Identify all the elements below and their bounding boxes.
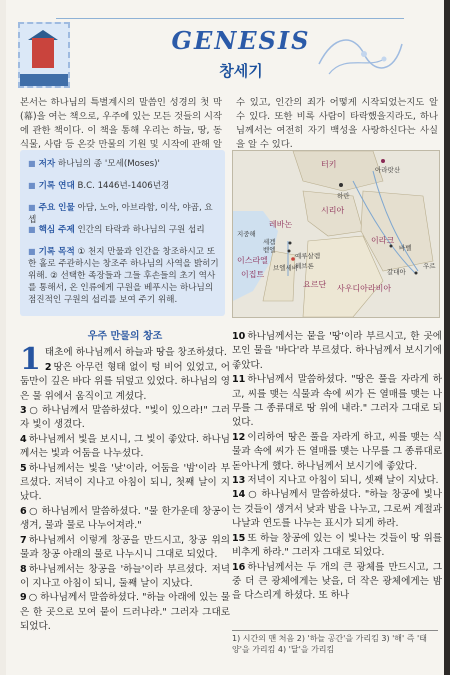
book-spine [444,0,450,675]
map-label-lebanon: 레바논 [269,220,293,229]
section-title: 우주 만물의 창조 [87,331,163,342]
verse: 4 하나님께서 빛을 보시니, 그 빛이 좋았다. 하나님께서는 빛과 어둠을 나누셨다. [20,433,230,460]
chapter-number: 1 [20,342,41,378]
verse: 14 ○ 하나님께서 말씀하셨다. "하늘 창공에 빛나는 것들이 생겨서 낮과 밤을 나누고, 그로써 계절과 나날과 연도를 나누는 표시가 되게 하라. [232,489,442,530]
verse-1: 1 태초에 하나님께서 하늘과 땅을 창조하셨다. [20,342,227,378]
verse: 3 ○ 하나님께서 말씀하셨다. "빛이 있으라!" 그러자 빛이 생겼다. [20,405,230,431]
map-label-ararat: 아라랏산 [375,166,401,174]
map-shapes [233,151,439,317]
verse: 12 이리하여 땅은 풀을 자라게 하고, 씨를 맺는 식물과 속에 씨가 든 열매를 맺는 나무를 그 종류대로 돋아나게 했다. 하나님께서 보시기에 좋았다. [232,431,442,472]
map-label-saudi-arabia: 사우디아라비아 [337,284,392,293]
book-title-korean: 창세기 [219,62,263,80]
verse: 16 하나님께서는 두 개의 큰 광체를 만드시고, 그중 더 큰 광체에게는 낮을, 더 작은 광체에게는 밤을 다스리게 하셨다. 또 하나 [232,561,442,602]
map-label-chaldea: 갈대아 [387,268,406,276]
info-theme: ■ 핵심 주제 인간의 타락과 하나님의 구원 섭리 [28,224,220,236]
scripture-column-right [232,330,442,604]
map-label-jordan: 요르단 [303,280,327,289]
map-label-iraq: 이라크 [371,236,395,245]
floral-ornament-icon [314,24,404,84]
bible-page [6,0,444,675]
verse: 13 저녁이 지나고 아침이 되니, 셋째 날이 지났다. [232,475,439,487]
verse: 7 하나님께서 이렇게 창공을 만드시고, 창공 위의 물과 창공 아래의 물로 나누시니 그대로 되었다. [20,534,230,561]
map-label-beersheba: 브엘세바 [273,264,299,272]
info-purpose: ■ 기록 목적 ① 천지 만물과 인간을 창조하시고 또한 홀로 주관하시는 창조주 하나님의 사역을 밝히기 위해. ② 선택한 족장들과 그들 후손들의 초기 역사를 통해서, 온 인류에게 구원을 베푸시는 하나님의 점진적인 구원의 섭리를 보여 주기 위해. [28,246,220,306]
verse: 9 ○ 하나님께서 말씀하셨다. "하늘 아래에 있는 물은 한 곳으로 모여 뭍이 드러나라." 그러자 그대로 되었다. [20,592,230,633]
map-label-jerusalem: 예루살렘 [295,252,321,260]
map-label-shechem: 세겜 [263,238,276,246]
middle-east-map [232,150,440,318]
map-label-turkey: 터키 [321,160,337,169]
header-rule [56,18,404,19]
scripture-column-left [20,330,230,635]
map-label-mediterranean: 지중해 [237,230,256,238]
map-label-bethel: 벧엘 [263,246,276,254]
info-date: ■ 기록 연대 B.C. 1446년-1406년경 [28,180,220,192]
verse: 11 하나님께서 말씀하셨다. "땅은 풀을 자라게 하고, 씨를 맺는 식물과 속에 씨가 든 열매를 맺는 나무를 그 종류대로 땅 위에 내라." 그러자 그대로 되었다. [232,374,442,429]
map-label-israel: 이스라엘 [237,256,268,265]
map-label-haran: 하란 [337,192,350,200]
verse: 5 하나님께서는 빛을 '낮'이라, 어둠을 '밤'이라 부르셨다. 저녁이 지나고 아침이 되니, 첫째 날이 지났다. [20,462,230,503]
map-label-egypt: 이집트 [241,270,265,279]
book-title-english: GENESIS [171,26,311,55]
map-label-ur: 우르 [423,262,436,270]
verse: 6 ○ 하나님께서 말씀하셨다. "물 한가운데 창공이 생겨, 물과 물로 나누어져라." [20,505,230,532]
footnotes: 1) 시간의 맨 처음 2) '하늘 공간'을 가리킴 3) '해' 즉 '태양'을 가리킴 4) '달'을 가리킴 [232,630,438,655]
verse: 15 또 하늘 창공에 있는 이 빛나는 것들이 땅 위를 비추게 하라." 그러자 그대로 되었다. [232,532,442,559]
book-introduction: 본서는 하나님의 특별계시의 말씀인 성경의 첫 막(幕)을 여는 책으로, 우주에 있는 모든 것들의 시작에 관한 책이다. 이 책을 통해 우리는 하늘, 땅, 동식물, 사람 등 온갖 만물의 기원 및 시작에 관해 알 수 있고, 인간의 죄가 어떻게 시작되었는지도 알 수 있다. 또한 비록 사람이 타락했을지라도, 하나님께서는 여전히 자기 백성을 사랑하신다는 사실을 알 수 있다. [20,97,438,150]
info-author: ■ 저자 하나님의 종 '모세(Moses)' [28,158,220,170]
book-info-box [20,150,225,316]
map-label-hebron: 헤브론 [295,262,314,270]
verse: 2 땅은 아무런 형태 없이 텅 비어 있었고, 어둠만이 깊은 바다 위를 뒤덮고 있었다. 하나님의 영은 물 위에서 움직이고 계셨다. [20,361,230,402]
map-label-syria: 시리아 [321,206,345,215]
info-characters: ■ 주요 인물 아담, 노아, 아브라함, 이삭, 야곱, 요셉 [28,202,220,226]
map-label-babel: 바벨 [399,244,412,252]
lighthouse-stamp-icon [18,22,70,88]
verse: 8 하나님께서는 창공을 '하늘'이라 부르셨다. 저녁이 지나고 아침이 되니, 둘째 날이 지났다. [20,563,230,589]
verse: 10 하나님께서는 뭍을 '땅'이라 부르시고, 한 곳에 모인 물을 '바다'라 부르셨다. 하나님께서 보시기에 좋았다. [232,331,442,371]
